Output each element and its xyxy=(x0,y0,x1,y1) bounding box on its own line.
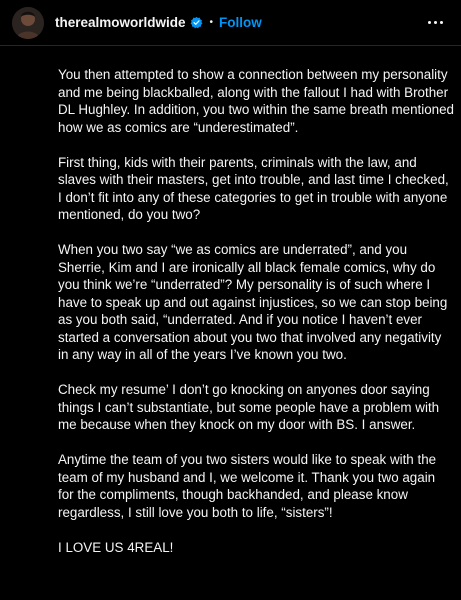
caption-paragraph: Anytime the team of you two sisters would like to speak with the team of my husband and I, we welcome it. Thank you two again for the compliments, though backhanded, and please know regardless, I still love you both to life, “sisters”! xyxy=(58,452,437,520)
caption-paragraph: You then attempted to show a connection between my personality and me being blackballed, along with the fallout I had with Brother DL Hughley. In addition, you two within the same breath mentioned how we as comics are “underestimated”. xyxy=(58,67,454,135)
caption-paragraph: Check my resume’ I don’t go knocking on anyones door saying things I can’t substantiate, but some people have a problem with me because when they knock on my door with BS. I answer. xyxy=(58,382,440,432)
avatar[interactable] xyxy=(12,7,44,39)
more-options-icon[interactable] xyxy=(423,11,447,35)
username-link[interactable]: therealmoworldwide xyxy=(55,15,186,30)
caption-paragraph: I LOVE US 4REAL! xyxy=(58,539,174,555)
follow-button[interactable]: Follow xyxy=(219,15,262,30)
caption-paragraph: First thing, kids with their parents, criminals with the law, and slaves with their masters, get into trouble, and last time I checked, I don’t fit into any of these categories to get in trouble with anyone mentioned, do you two? xyxy=(58,154,449,222)
verified-badge-icon xyxy=(190,16,203,29)
separator-dot: • xyxy=(209,17,214,28)
caption-paragraph: When you two say “we as comics are underrated”, and you Sherrie, Kim and I are ironically all black female comics, why do you think we’re “underrated”? My personality is of such where I have to speak up and out against injustices, so we can stop being as you both said, “underrated. And if you notice I haven’t ever started a conversation about you two that involved any negativity in any way in all of the years I’ve known you two. xyxy=(58,242,448,362)
post-header xyxy=(0,0,461,46)
avatar-image xyxy=(12,7,44,39)
post-caption xyxy=(58,66,454,574)
